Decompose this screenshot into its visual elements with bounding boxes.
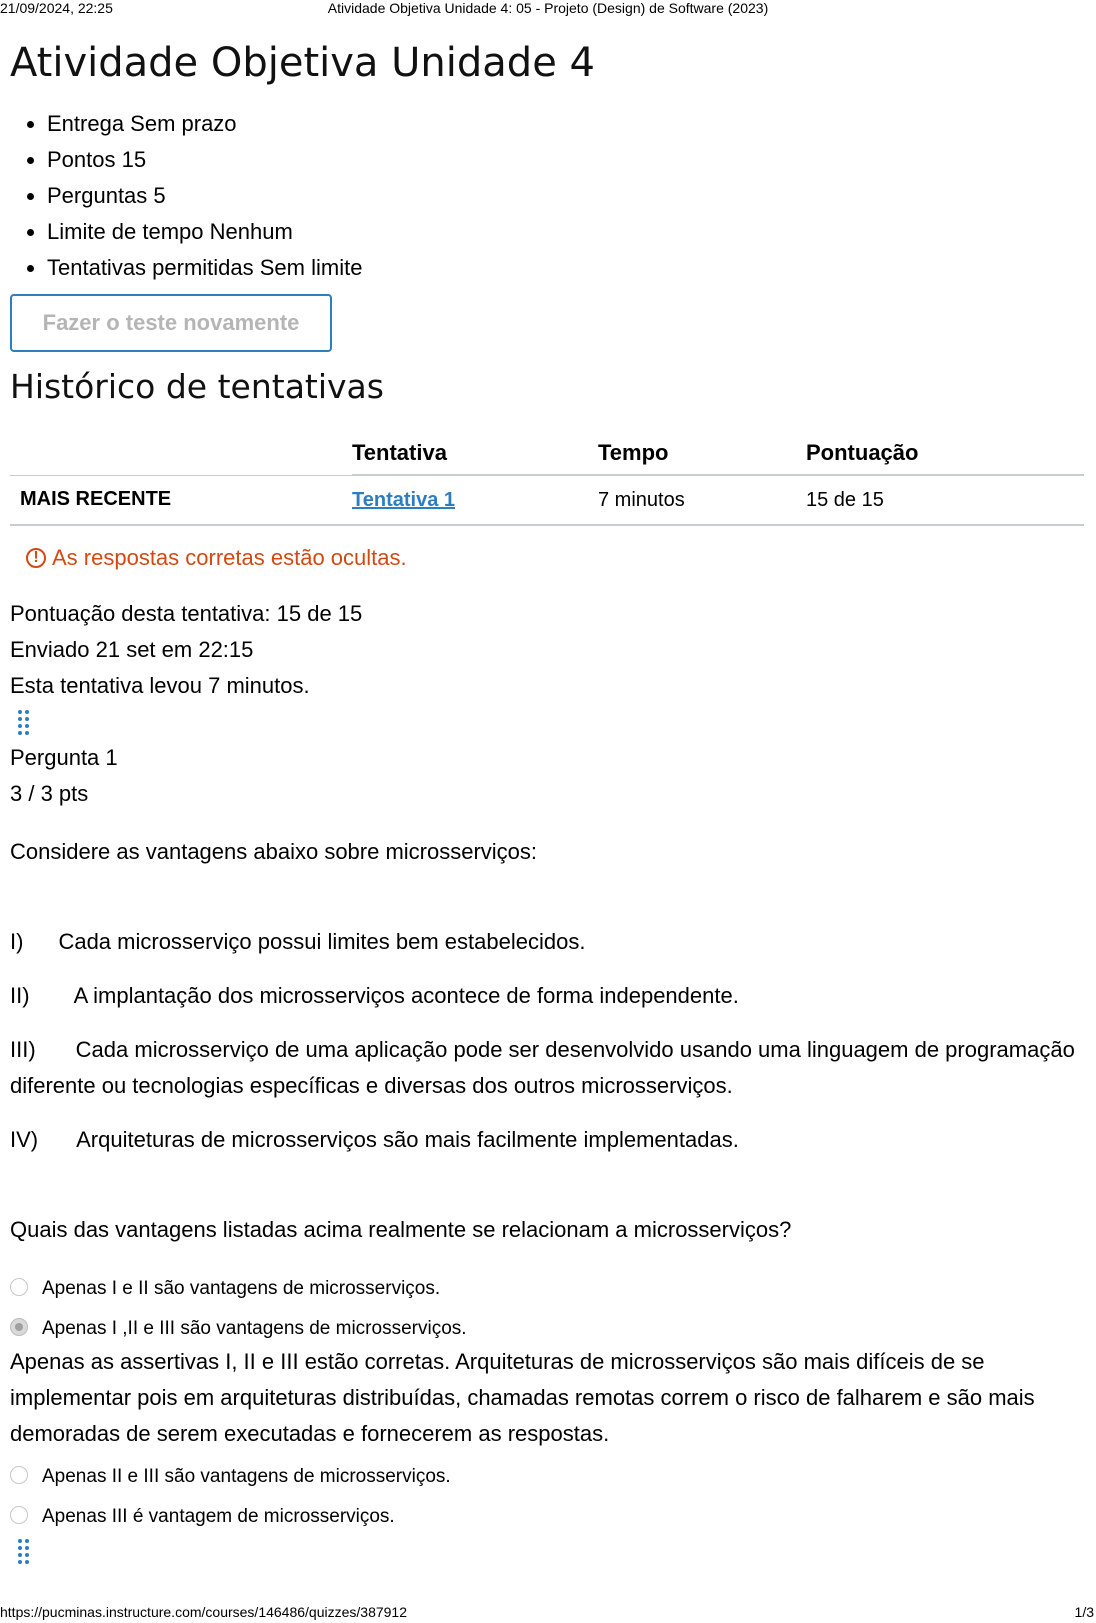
meta-time-limit: • Limite de tempo Nenhum bbox=[47, 214, 362, 250]
print-doc-title: Atividade Objetiva Unidade 4: 05 - Projeto (Design) de Software (2023) bbox=[327, 0, 769, 16]
exclamation-circle-icon: ! bbox=[26, 548, 46, 568]
meta-attempts-allowed: • Tentativas permitidas Sem limite bbox=[47, 250, 362, 286]
question-intro: Considere as vantagens abaixo sobre microsserviços: bbox=[10, 839, 538, 864]
print-page-number: 1/3 bbox=[1074, 1604, 1094, 1620]
answer-text: Apenas III é vantagem de microsserviços. bbox=[42, 1506, 395, 1527]
radio-button-checked[interactable] bbox=[10, 1318, 28, 1336]
item-number: IV) bbox=[10, 1127, 39, 1152]
quiz-meta-list bbox=[10, 106, 362, 286]
question-item-3 bbox=[10, 1032, 1086, 1104]
score-cell: 15 de 15 bbox=[806, 475, 1084, 525]
header-attempt: Tentativa bbox=[352, 432, 598, 475]
answer-comment: Apenas as assertivas I, II e III estão corretas. Arquiteturas de microsserviços são mais difíceis de se implementar pois em arquiteturas distribuídas, chamadas remotas correm o risco de falharem e são mais demoradas de serem executadas e fornecerem as respostas. bbox=[10, 1349, 1035, 1446]
question-prompt: Quais das vantagens listadas acima realmente se relacionam a microsserviços? bbox=[10, 1217, 792, 1242]
retake-quiz-button[interactable]: Fazer o teste novamente bbox=[10, 294, 332, 352]
answer-option-selected[interactable] bbox=[10, 1318, 467, 1340]
meta-due: • Entrega Sem prazo bbox=[47, 106, 362, 142]
question-item-2 bbox=[10, 978, 1086, 1014]
print-url: https://pucminas.instructure.com/courses/146486/quizzes/387912 bbox=[0, 1604, 408, 1620]
item-number: III) bbox=[10, 1037, 36, 1062]
question-title: Pergunta 1 bbox=[10, 745, 118, 770]
warning-text: As respostas corretas estão ocultas. bbox=[52, 545, 407, 570]
answer-option[interactable] bbox=[10, 1466, 451, 1488]
meta-questions: • Perguntas 5 bbox=[47, 178, 362, 214]
header-score: Pontuação bbox=[806, 432, 1084, 475]
question-item-4 bbox=[10, 1122, 1086, 1158]
item-text: Arquiteturas de microsserviços são mais facilmente implementadas. bbox=[76, 1127, 739, 1152]
question-points: 3 / 3 pts bbox=[10, 781, 89, 806]
drag-handle-icon[interactable] bbox=[14, 709, 34, 735]
radio-button[interactable] bbox=[10, 1466, 28, 1484]
answer-option[interactable] bbox=[10, 1506, 395, 1528]
header-empty bbox=[10, 432, 352, 475]
table-row bbox=[10, 475, 1084, 525]
table-header-row bbox=[10, 432, 1084, 475]
print-footer bbox=[0, 1604, 1096, 1622]
attempt-summary bbox=[10, 596, 362, 704]
answer-option[interactable] bbox=[10, 1278, 440, 1300]
item-text: Cada microsserviço possui limites bem estabelecidos. bbox=[58, 929, 586, 954]
attempt-score: Pontuação desta tentativa: 15 de 15 bbox=[10, 601, 363, 626]
attempt-history-table bbox=[10, 432, 1084, 526]
item-text: Cada microsserviço de uma aplicação pode ser desenvolvido usando uma linguagem de programação diferente ou tecnologias específicas e diversas dos outros microsserviços. bbox=[10, 1037, 1075, 1098]
answer-text: Apenas I ,II e III são vantagens de microsserviços. bbox=[42, 1318, 467, 1339]
attempt-duration: Esta tentativa levou 7 minutos. bbox=[10, 673, 310, 698]
page-title: Atividade Objetiva Unidade 4 bbox=[10, 40, 595, 86]
time-cell: 7 minutos bbox=[598, 475, 806, 525]
drag-handle-icon[interactable] bbox=[14, 1538, 34, 1564]
question-header bbox=[10, 740, 118, 812]
question-item-1 bbox=[10, 924, 1086, 960]
row-label-most-recent: MAIS RECENTE bbox=[10, 475, 352, 525]
attempt-history-title: Histórico de tentativas bbox=[10, 367, 384, 406]
item-number: I) bbox=[10, 929, 24, 954]
radio-button[interactable] bbox=[10, 1506, 28, 1524]
answer-text: Apenas I e II são vantagens de microsserviços. bbox=[42, 1278, 441, 1299]
header-time: Tempo bbox=[598, 432, 806, 475]
attempt-submitted: Enviado 21 set em 22:15 bbox=[10, 637, 254, 662]
radio-button[interactable] bbox=[10, 1278, 28, 1296]
attempt-cell bbox=[352, 475, 598, 525]
item-text: A implantação dos microsserviços acontece de forma independente. bbox=[73, 983, 739, 1008]
item-number: II) bbox=[10, 983, 30, 1008]
meta-points: • Pontos 15 bbox=[47, 142, 362, 178]
print-header bbox=[0, 0, 1096, 18]
print-datetime: 21/09/2024, 22:25 bbox=[0, 0, 113, 16]
hidden-answers-warning bbox=[26, 545, 407, 571]
answer-text: Apenas II e III são vantagens de microsserviços. bbox=[42, 1466, 451, 1487]
attempt-1-link[interactable]: Tentativa 1 bbox=[352, 488, 455, 511]
